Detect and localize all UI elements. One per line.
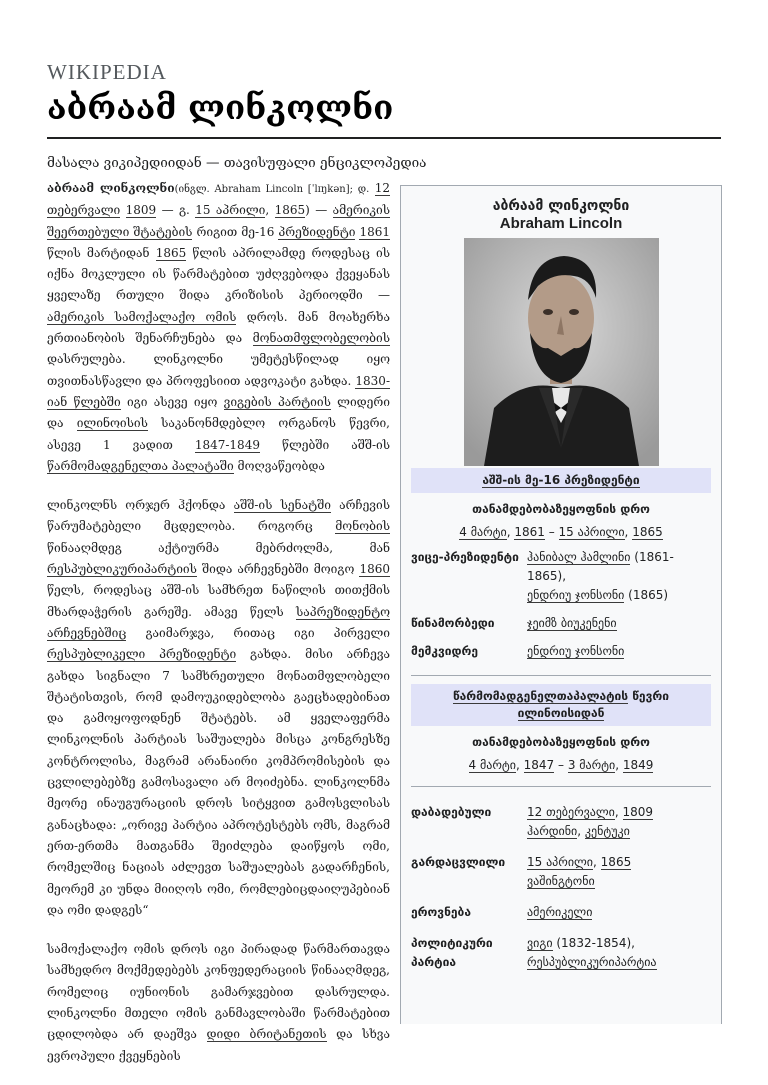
link-year-1865[interactable]: 1865 <box>155 245 187 260</box>
row-successor <box>401 642 721 661</box>
text-span: წლებში აშშ-ის <box>259 437 390 452</box>
link-born-year[interactable]: 1809 <box>622 805 654 819</box>
row-predecessor <box>401 614 721 633</box>
link-illinois[interactable]: ილინოისის <box>76 416 148 431</box>
link-hardin[interactable]: ჰარდინი <box>527 824 578 838</box>
lead-name: აბრაამ ლინკოლნი <box>47 181 175 195</box>
lead-pronunciation: (ინგლ. Abraham Lincoln [ˈlɪŋkən]; დ. <box>174 184 370 195</box>
link-house-office[interactable]: წარმომადგენელთაპალატის <box>452 689 629 703</box>
link-republican-party[interactable]: რესპუბლიკურიპარტიის <box>47 562 197 577</box>
link-slavery[interactable]: მონათმფლობელობის <box>252 331 390 346</box>
label-nationality: ეროვნება <box>411 905 471 919</box>
text-span: არჩევის წარუმატებელი მცდელობა. როგორც <box>47 498 390 534</box>
value-born: 12 თებერვალი, 1809 ჰარდინი, კენტუკი <box>527 805 654 838</box>
link-start-year-1[interactable]: 1861 <box>514 525 545 539</box>
link-republican[interactable]: რესპუბლიკურიპარტია <box>527 955 657 969</box>
text-span: წინააღმდეგ აქტიურმა მებრძოლმა, მან <box>47 540 390 555</box>
text-span: მოღვაწეობდა <box>233 458 325 473</box>
paragraph-politics <box>47 495 390 921</box>
text-span: შიდა არჩევნებში მოიგო <box>196 562 360 577</box>
text-span: – <box>544 525 559 539</box>
text-span: იგი ასევე იყო <box>120 394 224 409</box>
tenure-dates-1: 4 მარტი, 1861 – 15 აპრილი, 1865 <box>459 525 663 539</box>
title-divider <box>47 137 721 139</box>
portrait-image[interactable] <box>464 238 659 466</box>
link-washington[interactable]: ვაშინგტონი <box>527 874 595 888</box>
link-1830s[interactable]: 1830-იან წლებში <box>47 373 390 409</box>
paragraph-intro: აბრაამ ლინკოლნი(ინგლ. Abraham Lincoln [ˈlɪŋkən]; დ. 12 თებერვალი 1809 — გ. 15 აპრილი, 1865) — ამერიკის შეერთებული შტატების რიგით მე-16 პრეზიდენტი 1861 წლის მარტიდან 1865 წლის აპრილამდე როდესაც ის იქნა მოკლული ის წარმატებით უძღვებოდა ქვეყანას ყველაზე რთული შიდა კრიზისის პერიოდში — ამერიკის სამოქალაქო ომის დროს. მან მოახერხა ერთიანობის შენარჩუნება და მონათმფლობელობის დასრულება. ლინკოლნი უმეტესწილად იყო თვითნასწავლი და პროფესიით ადვოკატი გახდა. 1830-იან წლებში იგი ასევე იყო ვიგების პარტიის ლიდერი და ილინოისის საკანონმდებლო ორგანოს წევრი, ასევე 1 ვადით 1847-1849 წლებში აშშ-ის წარმომადგენელთა პალატაში მოღვაწეობდა <box>47 181 391 473</box>
office-house-header <box>411 684 711 726</box>
tenure-dates-2: 4 მარტი, 1847 – 3 მარტი, 1849 <box>468 758 654 772</box>
link-united-states[interactable]: ამერიკის შეერთებული შტატების <box>47 203 390 239</box>
value-died: 15 აპრილი, 1865 ვაშინგტონი <box>527 855 632 888</box>
text-span: (1861-1865), <box>527 550 674 583</box>
value-vice-president <box>527 548 711 605</box>
text-span: — გ. <box>156 203 196 218</box>
link-start-day-2[interactable]: 4 მარტი <box>468 758 516 772</box>
link-birth-year[interactable]: 1809 <box>125 203 157 218</box>
link-1847-1849[interactable]: 1847-1849 <box>194 437 260 452</box>
link-born-day[interactable]: 12 თებერვალი <box>527 805 615 819</box>
link-end-day-2[interactable]: 3 მარტი <box>567 758 616 772</box>
link-president[interactable]: პრეზიდენტი <box>278 224 356 239</box>
tenure-label-1: თანამდებობაზეყოფნის დრო <box>472 502 650 516</box>
link-kentucky[interactable]: კენტუკი <box>584 824 630 838</box>
text-span: რიგით მე-16 <box>192 224 279 239</box>
article-body <box>47 178 390 1085</box>
link-death-date[interactable]: 15 აპრილი <box>195 203 266 218</box>
link-slavery-2[interactable]: მონობის <box>335 519 390 534</box>
link-civil-war[interactable]: ამერიკის სამოქალაქო ომის <box>47 309 237 324</box>
link-start-year-2[interactable]: 1847 <box>523 758 555 772</box>
link-year-1861[interactable]: 1861 <box>359 224 390 239</box>
infobox-divider <box>411 675 711 676</box>
text-span: ლიდერი და <box>47 394 390 431</box>
text-span: და სხვა ევროპული ქვეყნების <box>47 1027 390 1063</box>
infobox-name: აბრაამ ლინკოლნი <box>492 198 630 214</box>
link-buchanan[interactable]: ჯეიმზ ბიუკენენი <box>527 616 617 630</box>
link-end-year-2[interactable]: 1849 <box>622 758 654 772</box>
text-span: გაიმარჯვა, რითაც იგი პირველი <box>126 625 390 640</box>
link-senate[interactable]: აშშ-ის სენატში <box>233 498 331 513</box>
link-end-day-1[interactable]: 15 აპრილი <box>558 525 625 539</box>
paragraph-civil-war <box>47 939 390 1067</box>
infobox-name-english: Abraham Lincoln <box>499 215 623 232</box>
value-party <box>527 934 711 972</box>
infobox-divider-2 <box>411 786 711 787</box>
text-span: დროს. მან მოახერხა ერთიანობის შენარჩუნება და <box>47 309 390 346</box>
text-span: წლის მარტიდან <box>47 245 156 260</box>
text-span: წლის აპრილამდე როდესაც ის იქნა მოკლული ის წარმატებით უძღვებოდა ქვეყანას ყველაზე რთული შიდა კრიზისის პერიოდში — <box>47 245 391 303</box>
text-span: (1832-1854), <box>552 936 635 950</box>
label-vice-president: ვიცე-პრეზიდენტი <box>411 550 519 564</box>
text-span: წევრი <box>628 689 669 703</box>
link-house-of-representatives[interactable]: წარმომადგენელთა პალატაში <box>47 458 234 473</box>
label-successor: მემკვიდრე <box>411 644 479 658</box>
link-johnson[interactable]: ენდრიუ ჯონსონი <box>527 588 625 602</box>
row-born <box>401 803 721 841</box>
text-span: ლინკოლნს ორჯერ ჰქონდა <box>47 498 234 513</box>
text-span: ) — <box>305 203 333 218</box>
label-predecessor: წინამორბედი <box>411 616 495 630</box>
link-year-1860[interactable]: 1860 <box>359 562 390 577</box>
link-end-year-1[interactable]: 1865 <box>632 525 663 539</box>
link-presidential-election[interactable]: საპრეზიდენტო არჩევნებშიც <box>47 604 390 640</box>
text-span: საკანონმდებლო ორგანოს წევრი, ასევე 1 ვადით <box>47 416 390 452</box>
office-president-header <box>411 468 711 493</box>
text-span: წელს, როდესაც აშშ-ის სამხრეთ ნაწილის თითქმის მხარდაჭერის გარეშე. ამავე წელს <box>47 583 390 619</box>
link-president-office[interactable]: აშშ-ის მე-16 პრეზიდენტი <box>482 473 640 487</box>
row-vice-president <box>401 548 721 605</box>
link-hamlin[interactable]: ჰანიბალ ჰამლინი <box>527 550 631 564</box>
link-whig-party[interactable]: ვიგების პარტიის <box>223 394 331 409</box>
from-line: მასალა ვიკიპედიიდან — თავისუფალი ენციკლოპედია <box>47 155 427 171</box>
link-great-britain[interactable]: დიდი ბრიტანეთის <box>206 1027 327 1042</box>
text-span: გახდა. მისი არჩევა გახდა სიგნალი 7 სამხრეთული მონათმფლობელი შტატისთვის, რომ დამოუკიდებლობა გაეცხადებინათ და გამოყოფოდნენ შტატებს. ამ ყველაფერმა ლინკოლნის პარტიას საშუალება მისცა კონგრესზე კონტროლისა, მაგრამ არანაირი კომპრომისების და ცვლილებებზე გამოსავალი არ მოიძებნა. ლინკოლნმა მეორე ინაუგურაციის დროს სიტყვით გამოსვლისას განაცხადა: „ორივე პარტია აპროტესტებს ომს, მაგრამ ერთ-ერთმა მათგანმა შეიძლება დაიწყოს ომი, რომელშიც ნაციას აძლევთ საშუალებას გადარჩენის, მეორემ კი უნდა მიიღოს ომი, რომლებიცდაიღუპებიან და ომი დადგეს“ <box>47 647 390 917</box>
text-span: (1865) <box>624 588 669 602</box>
link-birth-date[interactable]: 12 თებერვალი <box>47 181 390 218</box>
row-party <box>401 934 721 972</box>
wikipedia-wordmark[interactable]: WIKIPEDIA <box>47 60 167 84</box>
link-died-day[interactable]: 15 აპრილი <box>527 855 594 869</box>
link-death-year[interactable]: 1865 <box>274 203 306 218</box>
link-died-year[interactable]: 1865 <box>600 855 632 869</box>
label-party: პოლიტიკური პარტია <box>411 936 493 969</box>
infobox <box>400 185 722 1024</box>
row-nationality <box>401 903 721 922</box>
label-born: დაბადებული <box>411 805 492 819</box>
link-republican-president[interactable]: რესპუბლიკელი პრეზიდენტი <box>47 647 237 662</box>
text-span: – <box>554 758 568 772</box>
text-span: დასრულება. ლინკოლნი უმეტესწილად იყო თვითნასწავლი და პროფესიით ადვოკატი გახდა. <box>47 352 390 388</box>
link-american[interactable]: ამერიკელი <box>527 905 593 919</box>
row-died <box>401 853 721 891</box>
tenure-label-2: თანამდებობაზეყოფნის დრო <box>472 735 650 749</box>
label-died: გარდაცვლილი <box>411 855 506 869</box>
text-span: სამოქალაქო ომის დროს იგი პირადად წარმართავდა სამხედრო მოქმედებებს კონფედერაციის წინააღმდეგ, რომელიც იუნიონის გამარჯვებით დასრულდა. ლინკოლნი მთელი ომის განმავლობაში წარმატებით ცდილობდა არ დაეშვა <box>47 942 390 1042</box>
page-title: აბრაამ ლინკოლნი <box>47 88 394 127</box>
link-johnson-successor[interactable]: ენდრიუ ჯონსონი <box>527 644 625 658</box>
link-start-day-1[interactable]: 4 მარტი <box>459 525 507 539</box>
link-illinois-district[interactable]: ილინოისიდან <box>517 706 605 720</box>
link-whig[interactable]: ვიგი <box>527 936 553 950</box>
